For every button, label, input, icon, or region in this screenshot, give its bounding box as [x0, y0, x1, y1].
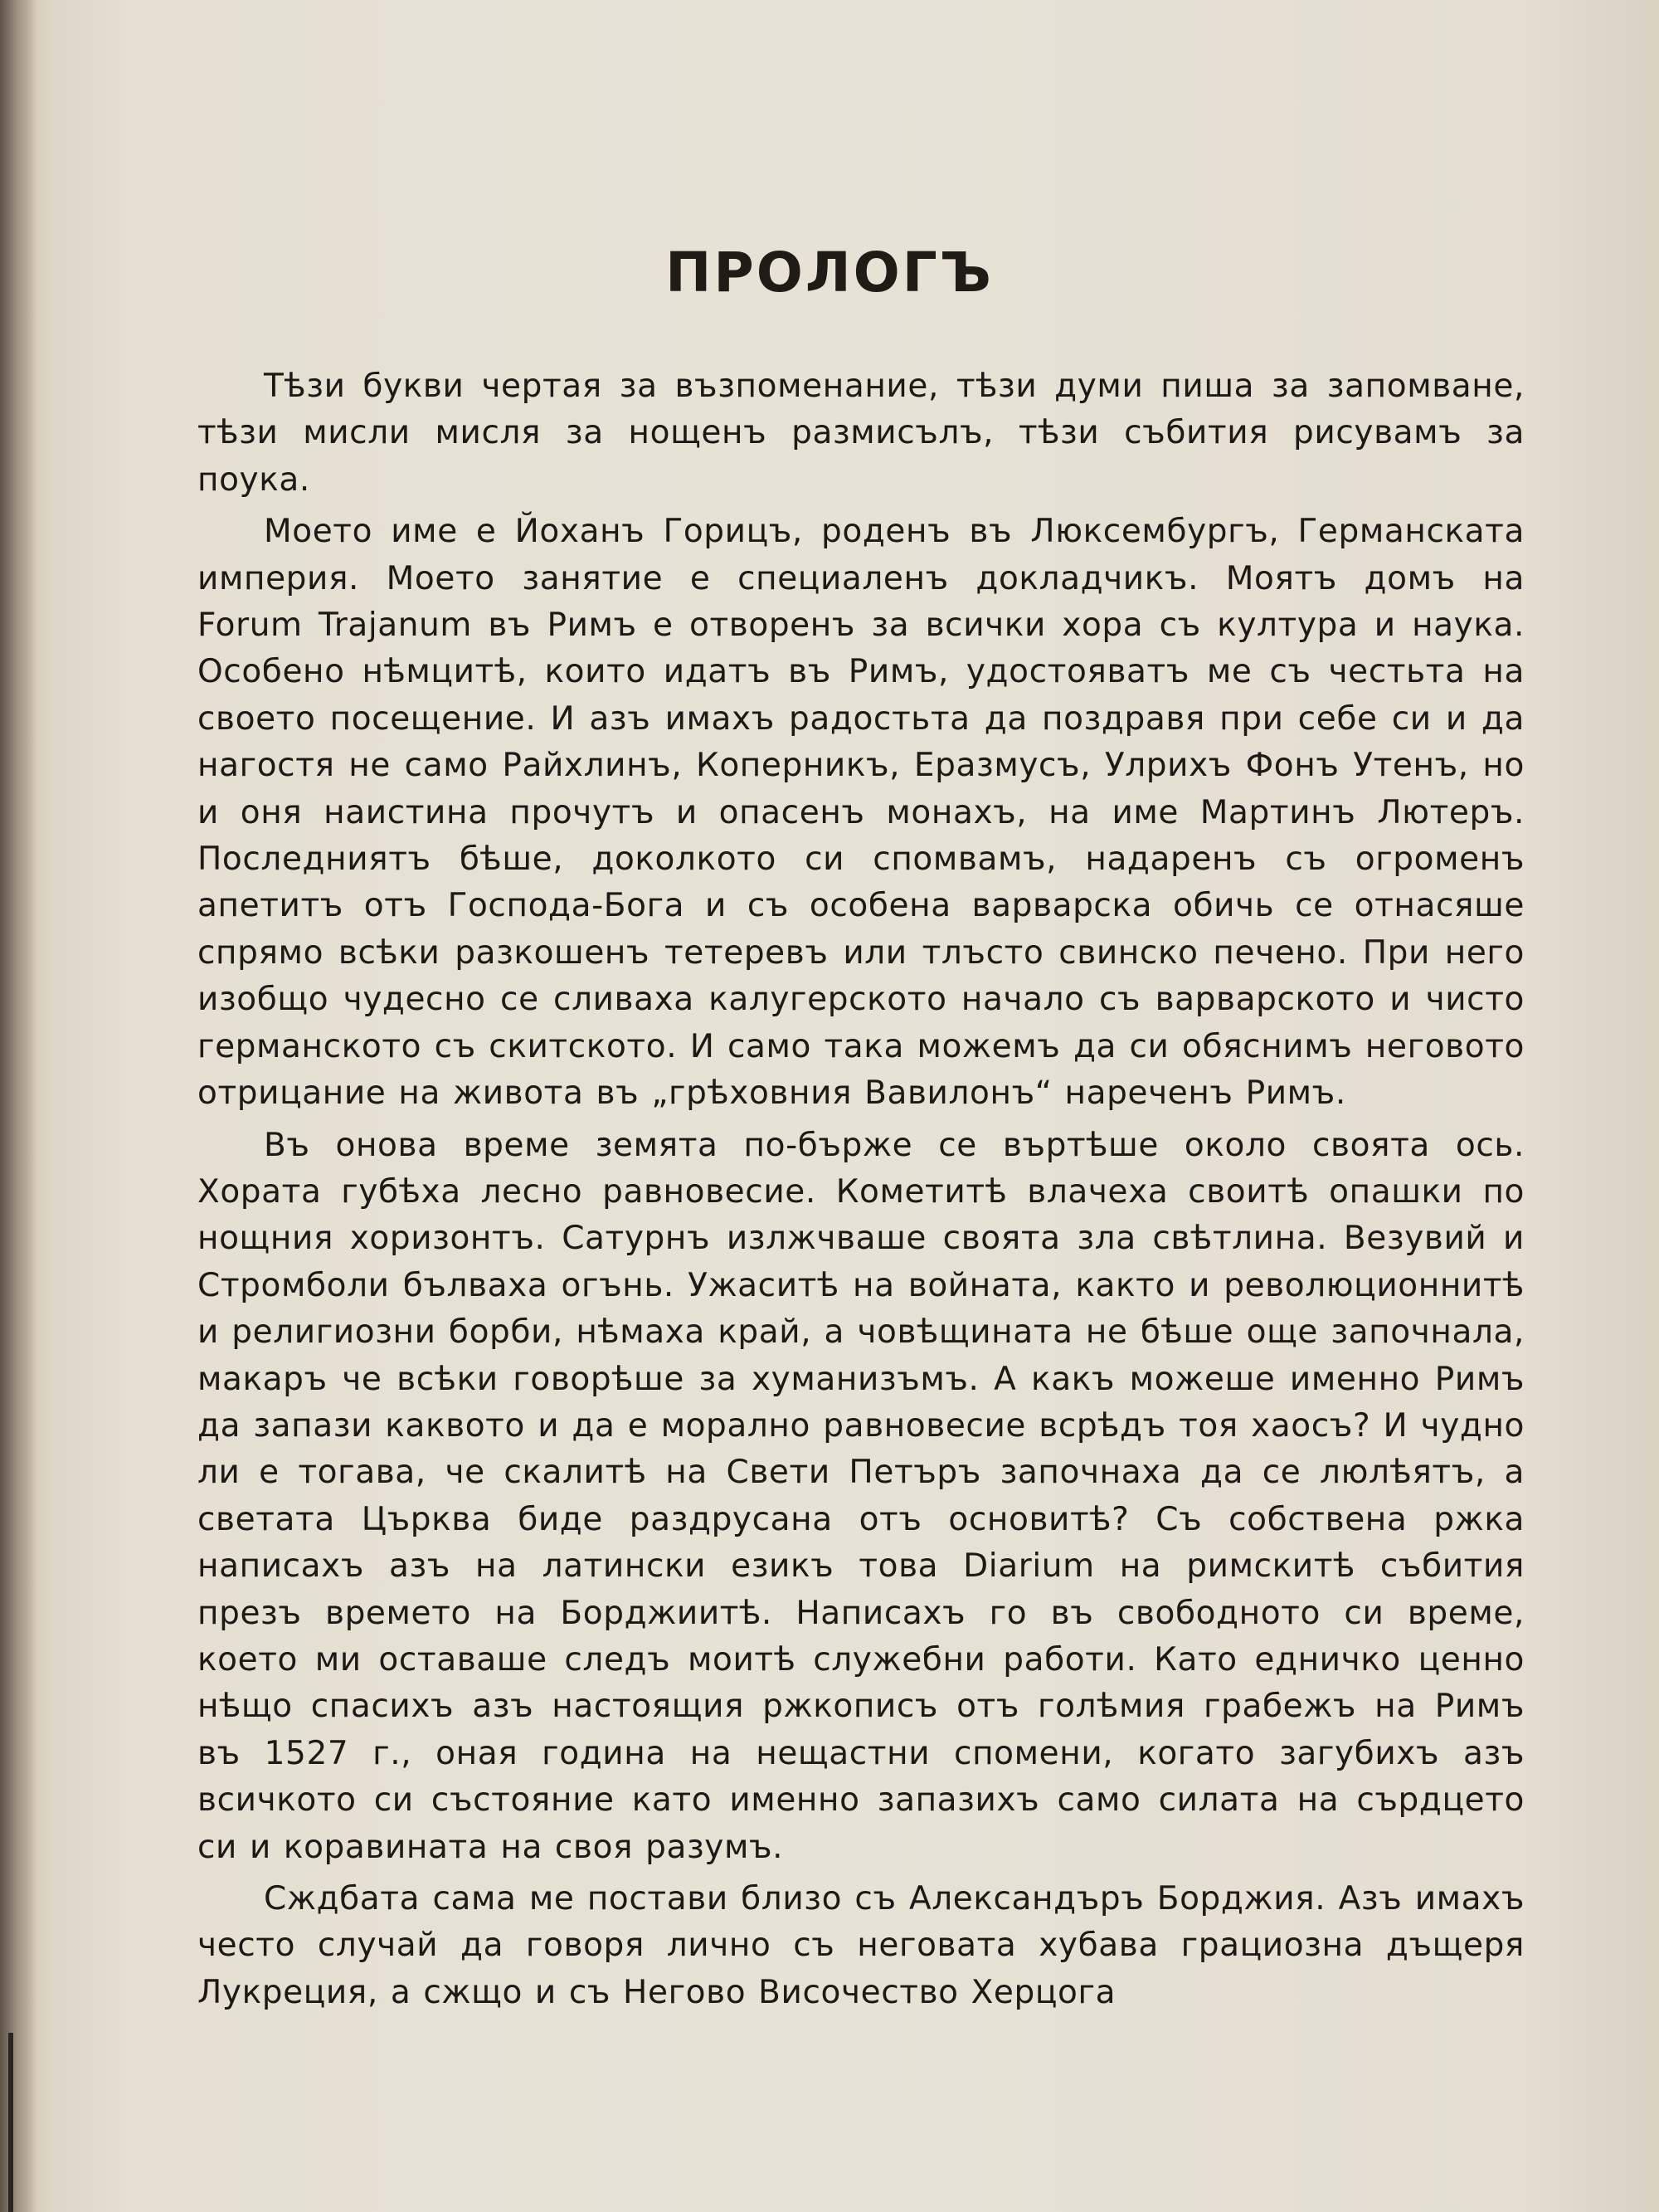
facing-page-edge [8, 2033, 13, 2212]
body-text [197, 363, 1525, 2016]
bleed-through-text [191, 8, 1518, 108]
binding-gutter [0, 0, 38, 2212]
paragraph: Сждбата сама ме постави близо съ Александъръ Борджия. Азъ имахъ често случай да говоря лично съ неговата хубава грациозна дъщеря Лукреция, а сжщо и съ Негово Височество Херцога [197, 1880, 1525, 2011]
page-title: ПРОЛОГЪ [665, 241, 994, 305]
paragraph: Моето име е Йоханъ Горицъ, роденъ въ Люксембургъ, Германската империя. Моето занятие е специаленъ докладчикъ. Моятъ домъ на Forum Trajanum въ Римъ е отворенъ за всички хора съ култура и наука. Особено нѣмцитѣ, които идатъ въ Римъ, удостояватъ ме съ честьта на своето посещение. И азъ имахъ радостьта да поздравя при себе си и да нагостя не само Райхлинъ, Коперникъ, Еразмусъ, Улрихъ Фонъ Утенъ, но и оня наистина прочутъ и опасенъ монахъ, на име Мартинъ Лютеръ. Последниятъ бѣше, доколкото си спомвамъ, надаренъ съ огроменъ апетитъ отъ Господа-Бога и съ особена варварска обичь се отнасяше спрямо всѣки разкошенъ тетеревъ или тлъсто свинско печено. При него изобщо чудесно се сливаха калугерското начало съ варварското и чисто германското съ скитското. И само така можемъ да си обяснимъ неговото отрицание на живота въ „грѣховния Вавилонъ“ нареченъ Римъ. [197, 513, 1525, 1113]
paragraph: Тѣзи букви чертая за възпоменание, тѣзи думи пиша за запомване, тѣзи мисли мисля за нощенъ размисълъ, тѣзи събития рисувамъ за поука. [197, 368, 1525, 499]
paragraph: Въ онова време земята по-бърже се въртѣше около своята ось. Хората губѣха лесно равновесие. Кометитѣ влачеха своитѣ опашки по нощния хоризонтъ. Сатурнъ излжчваше своята зла свѣтлина. Везувий и Стромболи бълваха огънь. Ужаситѣ на войната, както и революционнитѣ и религиозни борби, нѣмаха край, а човѣщината не бѣше още започнала, макаръ че всѣки говорѣше за хуманизъмъ. А какъ можеше именно Римъ да запази каквото и да е морално равновесие всрѣдъ тоя хаосъ? И чудно ли е тогава, че скалитѣ на Свети Петъръ започнаха да се люлѣятъ, а светата Църква биде раздрусана отъ основитѣ? Съ собствена ржка написахъ азъ на латински езикъ това Diarium на римскитѣ събития презъ времето на Борджиитѣ. Написахъ го въ свободното си време, което ми оставаше следъ моитѣ служебни работи. Като едничко ценно нѣщо спасихъ азъ настоящия ржкописъ отъ голѣмия грабежъ на Римъ въ 1527 г., оная година на нещастни спомени, когато загубихъ азъ всичкото си състояние като именно запазихъ само силата на сърдцето си и коравината на своя разумъ. [197, 1126, 1525, 1866]
